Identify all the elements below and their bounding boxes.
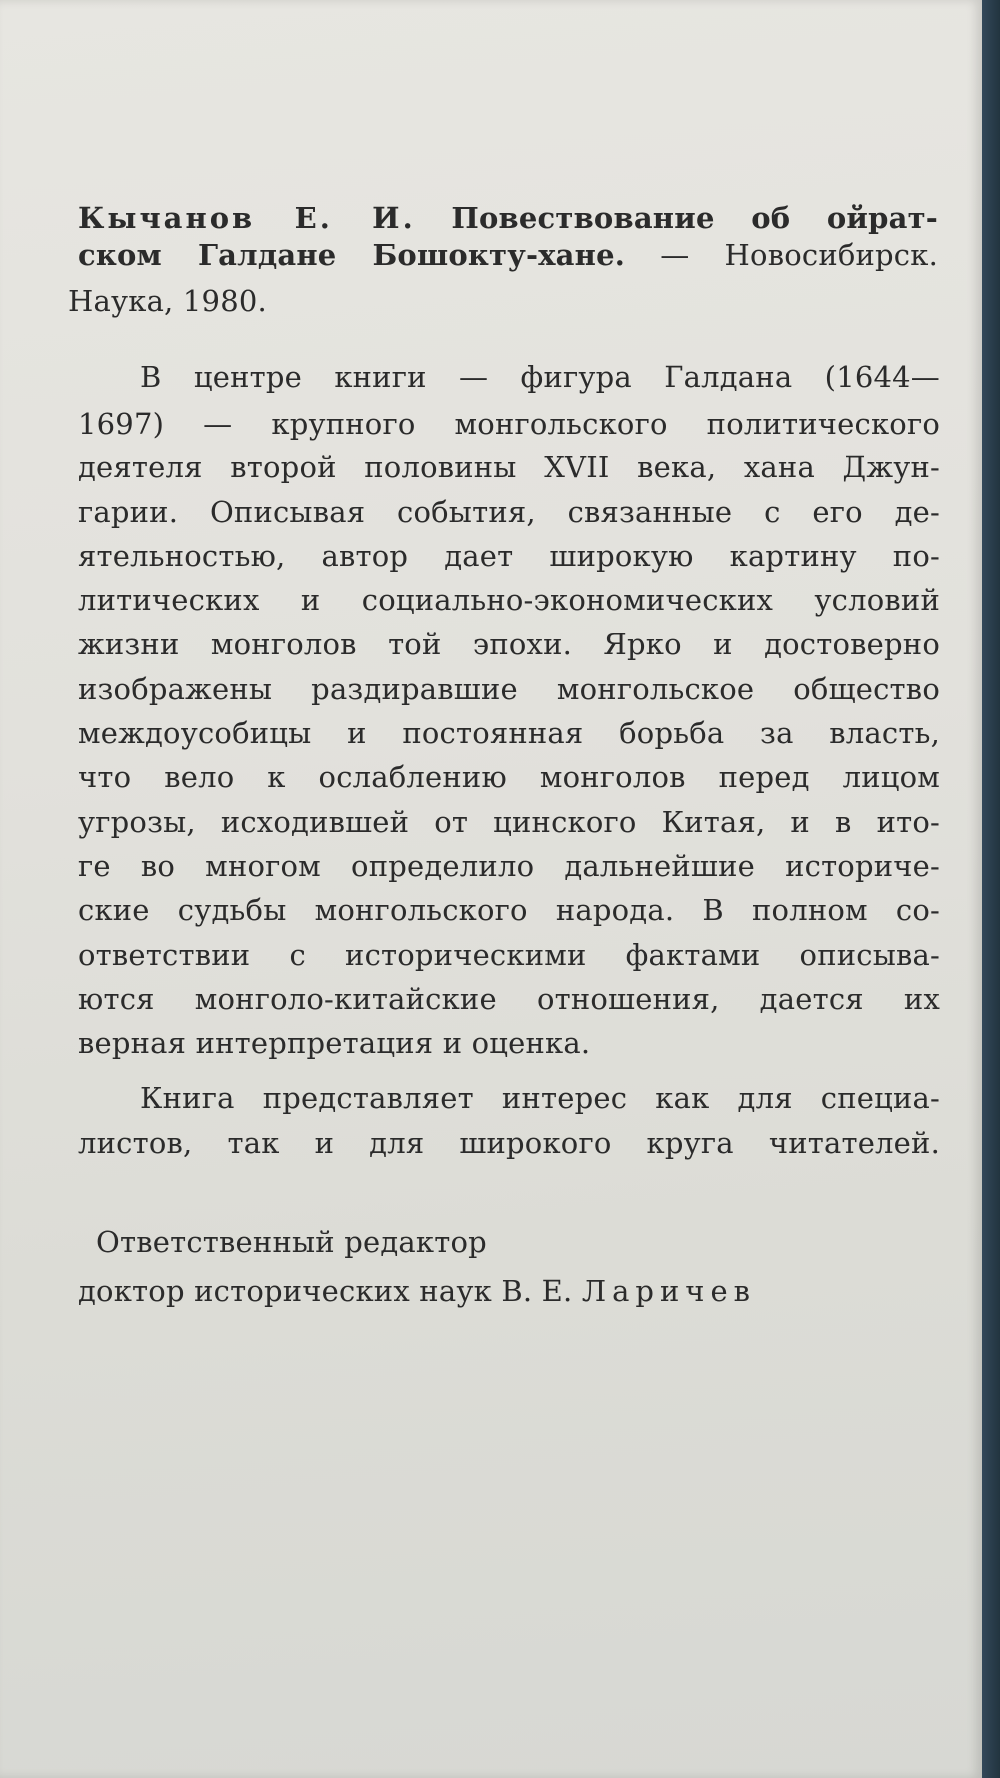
abstract-line: междоусобицы и постоянная борьба за власть, (78, 716, 940, 750)
abstract-line: ге во многом определило дальнейшие историче- (78, 849, 940, 883)
abstract-line: Книга представляет интерес как для специа- (140, 1081, 940, 1115)
book-title-part-2: ском Галдане Бошокту-хане. (78, 238, 626, 272)
abstract-line: изображены раздиравшие монгольское общество (78, 672, 940, 706)
bibliography-line-2 (78, 235, 938, 275)
abstract-line: листов, так и для широкого круга читателей. (78, 1126, 940, 1160)
abstract-line: ятельностью, автор дает широкую картину по- (78, 539, 940, 573)
abstract-line: угрозы, исходившей от цинского Китая, и в ито- (78, 805, 940, 839)
abstract-line: что вело к ослаблению монголов перед лицом (78, 760, 940, 794)
editor-role: Ответственный редактор (96, 1225, 487, 1259)
abstract-line: литических и социально-экономических условий (78, 583, 940, 617)
publication-city: — Новосибирск. (660, 238, 938, 272)
abstract-line: ются монголо-китайские отношения, дается их (78, 982, 940, 1016)
editor-degree: доктор исторических наук В. Е. (78, 1274, 573, 1308)
abstract-line: верная интерпретация и оценка. (78, 1026, 591, 1060)
abstract-line: ские судьбы монгольского народа. В полном со- (78, 893, 940, 927)
book-title-part-1: Повествование об ойрат- (451, 201, 939, 235)
abstract-line: В центре книги — фигура Галдана (1644— (140, 360, 940, 394)
bibliography-line-3: Наука, 1980. (68, 284, 267, 318)
abstract-line: деятеля второй половины XVII века, хана Джун- (78, 450, 940, 484)
page-edge-background (982, 0, 1000, 1778)
bibliography-line-1 (78, 198, 938, 238)
abstract-line: ответствии с историческими фактами описыва- (78, 938, 940, 972)
abstract-line: гарии. Описывая события, связанные с его де- (78, 495, 940, 529)
abstract-line: жизни монголов той эпохи. Ярко и достоверно (78, 627, 940, 661)
author-name: Кычанов Е. И. (78, 201, 416, 235)
abstract-line: 1697) — крупного монгольского политического (78, 407, 940, 441)
editor-name: Ларичев (581, 1274, 756, 1308)
editor-credit (78, 1271, 756, 1311)
